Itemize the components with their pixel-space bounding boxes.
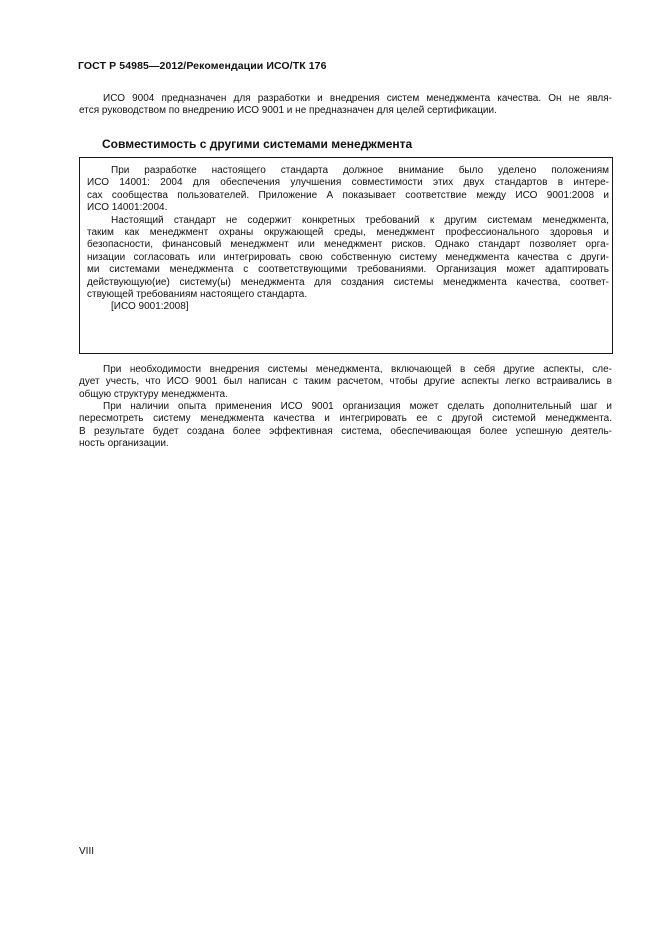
section-title: Совместимость с другими системами менеджмента xyxy=(102,137,413,151)
text-line: ствующей требованиям настоящего стандарта. xyxy=(87,289,308,301)
page-number: VIII xyxy=(79,846,95,857)
quote-box xyxy=(79,157,613,354)
text-line: При наличии опыта применения ИСО 9001 организация может сделать дополнительный шаг и xyxy=(103,401,612,412)
citation-text: [ИСО 9001:2008] xyxy=(111,301,189,313)
quote-paragraph-1 xyxy=(87,165,609,215)
text-line: действующую(ие) систему(ы) менеджмента для создания системы менеджмента качества, соответ- xyxy=(87,276,609,288)
text-line: пересмотреть систему менеджмента качества и интегрировать ее с другой системой менеджмента. xyxy=(79,413,612,425)
text-line: низации согласовать или интегрировать свою собственную систему менеджмента качества с други- xyxy=(87,251,609,263)
text-line: безопасности, финансовый менеджмент или менеджмент рисков. Однако стандарт позволяет орга- xyxy=(87,239,609,251)
text-line: сах сообщества пользователей. Приложение А показывает соответствие между ИСО 9001:2008 и xyxy=(87,189,609,201)
text-line: В результате будет создана более эффективная система, обеспечивающая более успешную деятель- xyxy=(79,425,612,437)
text-line: ность организации. xyxy=(79,438,169,450)
intro-paragraph xyxy=(79,93,612,118)
text-line: ИСО 9004 предназначен для разработки и внедрения систем менеджмента качества. Он не явля- xyxy=(103,93,612,104)
body-paragraph-1 xyxy=(79,364,612,401)
text-line: таким как менеджмент охраны окружающей среды, менеджмент профессионального здоровья и xyxy=(87,227,609,239)
document-header: ГОСТ Р 54985—2012/Рекомендации ИСО/ТК 176 xyxy=(78,60,327,72)
text-line: При необходимости внедрения системы менеджмента, включающей в себя другие аспекты, сле- xyxy=(103,364,612,375)
text-line: ИСО 14001:2004. xyxy=(87,202,168,214)
body-paragraph-2 xyxy=(79,401,612,451)
text-line: ется руководством по внедрению ИСО 9001 и не предназначен для целей сертификации. xyxy=(79,105,497,117)
text-line: общую структуру менеджмента. xyxy=(79,388,228,400)
quote-citation xyxy=(87,301,609,313)
text-line: ми системами менеджмента с соответствующими требованиями. Организация может адаптировать xyxy=(87,264,609,276)
text-line: ИСО 14001: 2004 для обеспечения улучшения совместимости этих двух стандартов в интере- xyxy=(87,177,609,189)
text-line: дует учесть, что ИСО 9001 был написан с таким расчетом, чтобы другие аспекты легко встраивались в xyxy=(79,376,612,388)
text-line: Настоящий стандарт не содержит конкретных требований к другим системам менеджмента, xyxy=(111,214,609,226)
text-line: При разработке настоящего стандарта должное внимание было уделено положениям xyxy=(111,165,609,176)
quote-paragraph-2 xyxy=(87,215,609,302)
